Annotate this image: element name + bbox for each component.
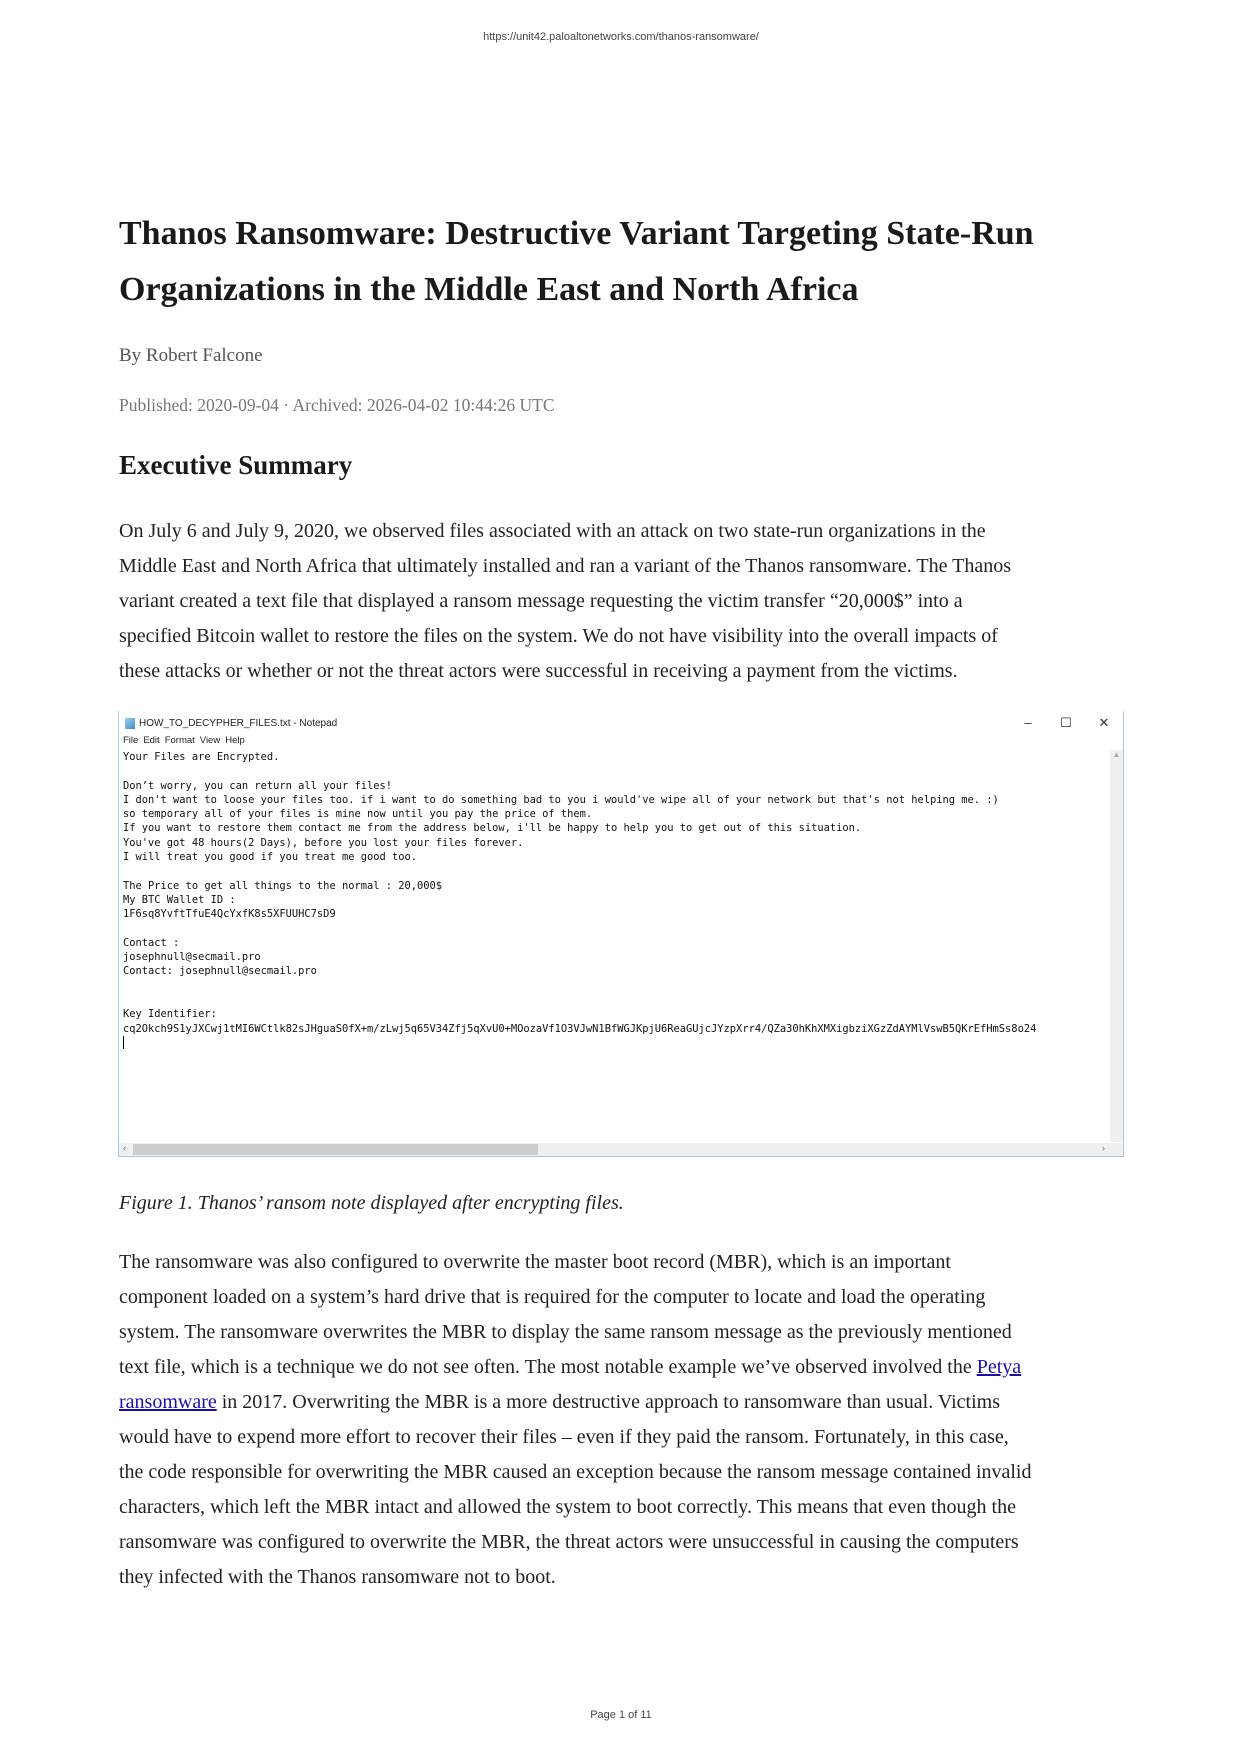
scroll-right-icon[interactable]: › xyxy=(1102,1143,1105,1153)
notepad-screenshot xyxy=(118,711,1124,1157)
ransom-note-text[interactable] xyxy=(123,750,1109,1142)
menu-view[interactable]: View xyxy=(199,735,221,746)
page-url: https://unit42.paloaltonetworks.com/thanos-ransomware/ xyxy=(483,31,759,43)
note-line xyxy=(123,993,1109,1007)
vertical-scrollbar[interactable] xyxy=(1110,750,1123,1142)
paragraph-executive-summary xyxy=(119,514,1129,689)
scrollbar-thumb[interactable] xyxy=(133,1144,538,1155)
menu-file[interactable]: File xyxy=(123,735,139,746)
paragraph-line: specified Bitcoin wallet to restore the files on the system. We do not have visibility into the overall impacts of xyxy=(119,625,998,647)
note-line xyxy=(123,864,1109,878)
menu-edit[interactable]: Edit xyxy=(143,735,160,746)
note-line: Contact : xyxy=(123,936,180,949)
notepad-window-title: HOW_TO_DECYPHER_FILES.txt - Notepad xyxy=(139,717,338,729)
title-line: Thanos Ransomware: Destructive Variant Targeting State-Run xyxy=(119,215,1034,252)
paragraph-line: the code responsible for overwriting the MBR caused an exception because the ransom message contained invalid xyxy=(119,1461,1032,1483)
petya-ransomware-link[interactable]: ransomware xyxy=(119,1391,217,1413)
note-line: Your Files are Encrypted. xyxy=(123,751,280,763)
paragraph-line: variant created a text file that displayed a ransom message requesting the victim transfer “20,000$” into a xyxy=(119,590,963,612)
horizontal-scrollbar[interactable] xyxy=(119,1143,1123,1156)
paragraph-mbr xyxy=(119,1245,1129,1595)
note-line: You've got 48 hours(2 Days), before you lost your files forever. xyxy=(123,836,524,849)
scroll-up-icon[interactable]: ▲ xyxy=(1112,750,1121,759)
figure-caption: Figure 1. Thanos’ ransom note displayed after encrypting files. xyxy=(119,1192,624,1214)
page-number: Page 1 of 11 xyxy=(590,1709,652,1721)
paragraph-line: ransomware was configured to overwrite the MBR, the threat actors were unsuccessful in causing the computers xyxy=(119,1531,1019,1553)
note-line: If you want to restore them contact me from the address below, i'll be happy to help you to get out of this situation. xyxy=(123,822,862,835)
paragraph-line: these attacks or whether or not the threat actors were successful in receiving a payment from the victims. xyxy=(119,660,958,682)
note-line: cq2Okch9S1yJXCwj1tMI6WCtlk82sJHguaS0fX+m/zLwj5q65V34Zfj5qXvU0+MOozaVf1O3VJwN1BfWGJKpjU6ReaGUjcJYzpXrr4/QZa30hKhXMXigbziXGzZdAYMlVswB5QKrEfHmSs8o24 xyxy=(123,1022,1037,1035)
text-file-icon xyxy=(125,718,135,729)
paragraph-line: would have to expend more effort to recover their files – even if they paid the ransom. Fortunately, in this case, xyxy=(119,1426,1009,1448)
paragraph-line: The ransomware was also configured to overwrite the master boot record (MBR), which is an important xyxy=(119,1251,951,1273)
note-line: Contact: josephnull@secmail.pro xyxy=(123,965,317,978)
notepad-titlebar xyxy=(119,711,1123,735)
paragraph-text: text file, which is a technique we do not see often. The most notable example we’ve observed involved the xyxy=(119,1356,977,1378)
paragraph-text: in 2017. Overwriting the MBR is a more destructive approach to ransomware than usual. Victims xyxy=(216,1391,1000,1413)
title-line: Organizations in the Middle East and North Africa xyxy=(119,271,859,308)
menu-format[interactable]: Format xyxy=(164,735,195,746)
note-line: I don't want to loose your files too. if i want to do something bad to you i would've wipe all of your network but that's not helping me. :) xyxy=(123,793,999,806)
text-caret xyxy=(123,1036,124,1049)
note-line: My BTC Wallet ID : xyxy=(123,893,236,906)
publish-date: Published: 2020-09-04 · Archived: 2026-04-02 10:44:26 UTC xyxy=(119,395,555,415)
paragraph-line xyxy=(119,1385,1129,1420)
paragraph-line: On July 6 and July 9, 2020, we observed files associated with an attack on two state-run organizations in the xyxy=(119,520,986,542)
scroll-left-icon[interactable]: ‹ xyxy=(123,1143,126,1153)
section-heading: Executive Summary xyxy=(119,450,353,480)
petya-ransomware-link[interactable]: Petya xyxy=(976,1356,1022,1378)
paragraph-line: they infected with the Thanos ransomware not to boot. xyxy=(119,1566,556,1588)
note-line: The Price to get all things to the normal : 20,000$ xyxy=(123,879,443,892)
notepad-menubar xyxy=(119,735,1123,749)
close-icon[interactable]: ✕ xyxy=(1098,715,1110,730)
maximize-icon[interactable]: ☐ xyxy=(1060,715,1072,730)
page-title xyxy=(119,206,1129,318)
note-line: so temporary all of your files is mine now until you pay the price of them. xyxy=(123,808,593,821)
author-byline: By Robert Falcone xyxy=(119,345,263,366)
note-line xyxy=(123,764,1109,778)
note-line: Key Identifier: xyxy=(123,1008,217,1021)
minimize-icon[interactable]: – xyxy=(1024,715,1032,730)
note-line: 1F6sq8YvftTfuE4QcYxfK8s5XFUUHC7sD9 xyxy=(123,908,336,921)
paragraph-line: characters, which left the MBR intact and allowed the system to boot correctly. This means that even though the xyxy=(119,1496,1016,1518)
note-line: josephnull@secmail.pro xyxy=(123,951,261,964)
note-line xyxy=(123,979,1109,993)
paragraph-line: system. The ransomware overwrites the MBR to display the same ransom message as the previously mentioned xyxy=(119,1321,1012,1343)
paragraph-line: Middle East and North Africa that ultimately installed and ran a variant of the Thanos ransomware. The Thanos xyxy=(119,555,1011,577)
menu-help[interactable]: Help xyxy=(225,735,245,746)
note-line xyxy=(123,922,1109,936)
paragraph-line: component loaded on a system’s hard drive that is required for the computer to locate and load the operating xyxy=(119,1286,986,1308)
note-line: I will treat you good if you treat me good too. xyxy=(123,851,418,864)
note-line: Don’t worry, you can return all your files! xyxy=(123,779,392,792)
paragraph-line xyxy=(119,1350,1129,1385)
